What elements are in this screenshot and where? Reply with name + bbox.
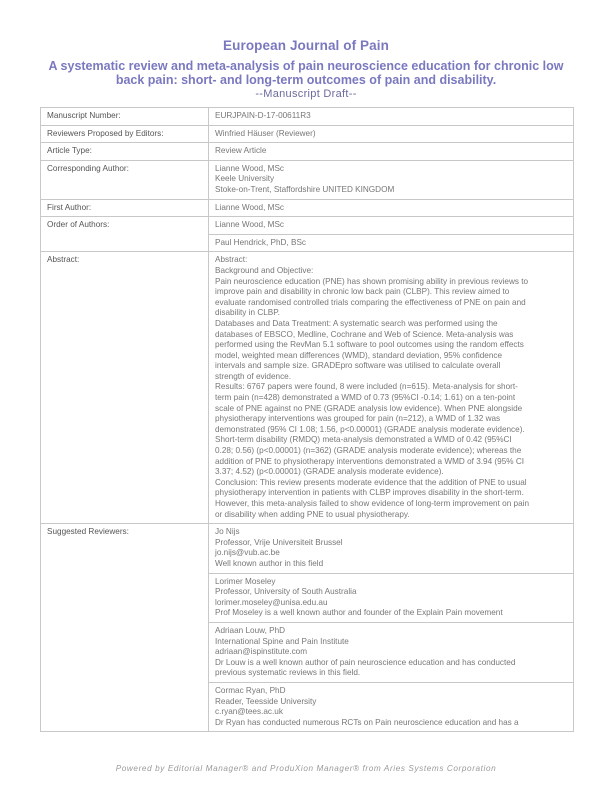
field-label: Article Type: bbox=[41, 143, 209, 160]
reviewer-line: Cormac Ryan, PhD bbox=[215, 685, 286, 695]
abstract-text bbox=[209, 252, 573, 523]
abstract-line: However, this meta-analysis failed to show evidence of long-term improvement on pain bbox=[215, 499, 530, 508]
reviewer-entry bbox=[209, 682, 573, 731]
abstract-line: or disability when adding PNE to usual physiotherapy. bbox=[215, 509, 410, 519]
abstract-line: Pain neuroscience education (PNE) has shown promising ability in previous reviews to bbox=[215, 276, 529, 286]
abstract-line: evaluate randomised controlled trials comparing the effectiveness of PNE on pain and bbox=[215, 297, 526, 307]
reviewer-line: previous systematic reviews in this field. bbox=[215, 668, 361, 678]
document-header bbox=[0, 38, 612, 100]
field-value: Lianne Wood, MSc bbox=[215, 202, 285, 212]
abstract-line: 3.37; 4.52) (p<0.00001) (GRADE analysis moderate evidence). bbox=[215, 467, 444, 477]
reviewer-entry bbox=[209, 573, 573, 622]
reviewer-list bbox=[209, 524, 573, 731]
field-label: Order of Authors: bbox=[41, 217, 209, 251]
abstract-line: Results: 6767 papers were found, 8 were included (n=615). Meta-analysis for short- bbox=[215, 382, 518, 392]
field-value: Review Article bbox=[215, 146, 267, 156]
reviewer-entry bbox=[209, 622, 573, 682]
field-value: EURJPAIN-D-17-00611R3 bbox=[215, 111, 311, 120]
abstract-line: databases of EBSCO, Medline, Cochrane and Web of Science. Meta-analysis was bbox=[215, 329, 514, 339]
field-label: Manuscript Number: bbox=[41, 108, 209, 125]
abstract-line: performed using the RevMan 5.1 software to pool outcomes using the random effects bbox=[215, 340, 524, 350]
author-entry: Paul Hendrick, PhD, BSc bbox=[209, 234, 573, 252]
reviewer-line: Lorimer Moseley bbox=[215, 576, 276, 586]
field-label: Abstract: bbox=[41, 252, 209, 523]
journal-name: European Journal of Pain bbox=[223, 38, 389, 53]
reviewer-line: Professor, University of South Australia bbox=[215, 587, 357, 597]
abstract-line: addition of PNE to physiotherapy interventions demonstrated a WMD of 3.94 (95% CI bbox=[215, 456, 525, 466]
abstract-line: intervals and sample size. GRADEpro software was utilised to calculate overall bbox=[215, 361, 501, 371]
author-location: Stoke-on-Trent, Staffordshire UNITED KINGDOM bbox=[215, 184, 395, 194]
reviewer-email: c.ryan@tees.ac.uk bbox=[215, 707, 283, 717]
row-article-type bbox=[41, 142, 573, 160]
abstract-line: term pain (n=428) demonstrated a WMD of 0.73 (95%CI -0.14; 1.61) on a ten-point bbox=[215, 393, 516, 403]
reviewer-line: International Spine and Pain Institute bbox=[215, 636, 349, 646]
abstract-line: model, weighted mean differences (WMD), standard deviation, 95% confidence bbox=[215, 350, 503, 360]
reviewer-line: Reader, Teesside University bbox=[215, 696, 317, 706]
reviewer-email: jo.nijs@vub.ac.be bbox=[215, 548, 280, 558]
author-entry: Lianne Wood, MSc bbox=[215, 220, 285, 230]
reviewer-line: Dr Ryan has conducted numerous RCTs on Pain neuroscience education and has a bbox=[215, 717, 519, 727]
reviewer-entry bbox=[209, 524, 573, 572]
row-corresponding-author bbox=[41, 160, 573, 199]
abstract-line: demonstrated (95% CI 1.08; 1.56, p<0.00001) (GRADE analysis moderate evidence). bbox=[215, 424, 525, 434]
abstract-line: Databases and Data Treatment: A systematic search was performed using the bbox=[215, 318, 498, 328]
row-abstract bbox=[41, 251, 573, 523]
row-reviewers-by-editors bbox=[41, 125, 573, 143]
row-first-author bbox=[41, 199, 573, 217]
field-label: Corresponding Author: bbox=[41, 161, 209, 199]
article-title bbox=[26, 59, 586, 87]
abstract-line: physiotherapy interventions was grouped for pain (n=212), a WMD of 1.32 was bbox=[215, 414, 501, 424]
field-value bbox=[209, 161, 573, 199]
author-affiliation: Keele University bbox=[215, 174, 275, 184]
abstract-line: 0.28; 0.56) (p<0.00001) (n=362) (GRADE analysis moderate evidence); whereas the bbox=[215, 446, 522, 456]
abstract-line: Abstract: bbox=[215, 255, 248, 265]
abstract-line: physiotherapy intervention in patients with CLBP improves disability in the short-term. bbox=[215, 488, 524, 498]
reviewer-email: adriaan@ispinstitute.com bbox=[215, 647, 308, 657]
abstract-line: disability in CLBP. bbox=[215, 308, 280, 318]
manuscript-table bbox=[40, 107, 574, 732]
reviewer-line: Prof Moseley is a well known author and founder of the Explain Pain movement bbox=[215, 608, 503, 618]
abstract-line: scale of PNE against no PNE (GRADE analysis low evidence). When PNE alongside bbox=[215, 403, 523, 413]
title-line: back pain: short- and long-term outcomes of pain and disability. bbox=[115, 73, 497, 87]
draft-label: --Manuscript Draft-- bbox=[255, 88, 357, 100]
abstract-line: Short-term disability (RMDQ) meta-analysis demonstrated a WMD of 0.42 (95%CI bbox=[215, 435, 512, 445]
abstract-line: Background and Objective: bbox=[215, 265, 314, 275]
abstract-line: Conclusion: This review presents moderate evidence that the addition of PNE to usual bbox=[215, 477, 527, 487]
field-value: Winfried Häuser (Reviewer) bbox=[215, 128, 316, 138]
field-label: First Author: bbox=[41, 200, 209, 217]
reviewer-line: Jo Nijs bbox=[215, 527, 240, 537]
reviewer-line: Professor, Vrije Universiteit Brussel bbox=[215, 537, 343, 547]
field-value bbox=[209, 217, 573, 251]
row-suggested-reviewers bbox=[41, 523, 573, 731]
abstract-line: improve pain and disability in chronic low back pain (CLBP). This review aimed to bbox=[215, 287, 510, 297]
field-label: Suggested Reviewers: bbox=[41, 524, 209, 731]
row-order-of-authors bbox=[41, 216, 573, 251]
author-name: Lianne Wood, MSc bbox=[215, 163, 285, 173]
footer-credit: Powered by Editorial Manager® and ProduXion Manager® from Aries Systems Corporation bbox=[115, 764, 497, 773]
reviewer-line: Adriaan Louw, PhD bbox=[215, 625, 286, 635]
row-manuscript-number bbox=[41, 108, 573, 125]
abstract-line: strength of evidence. bbox=[215, 371, 292, 381]
field-label: Reviewers Proposed by Editors: bbox=[41, 126, 209, 143]
reviewer-email: lorimer.moseley@unisa.edu.au bbox=[215, 597, 328, 607]
reviewer-line: Well known author in this field bbox=[215, 558, 324, 568]
title-line: A systematic review and meta-analysis of pain neuroscience education for chronic low bbox=[48, 59, 564, 73]
reviewer-line: Dr Louw is a well known author of pain neuroscience education and has conducted bbox=[215, 657, 516, 667]
